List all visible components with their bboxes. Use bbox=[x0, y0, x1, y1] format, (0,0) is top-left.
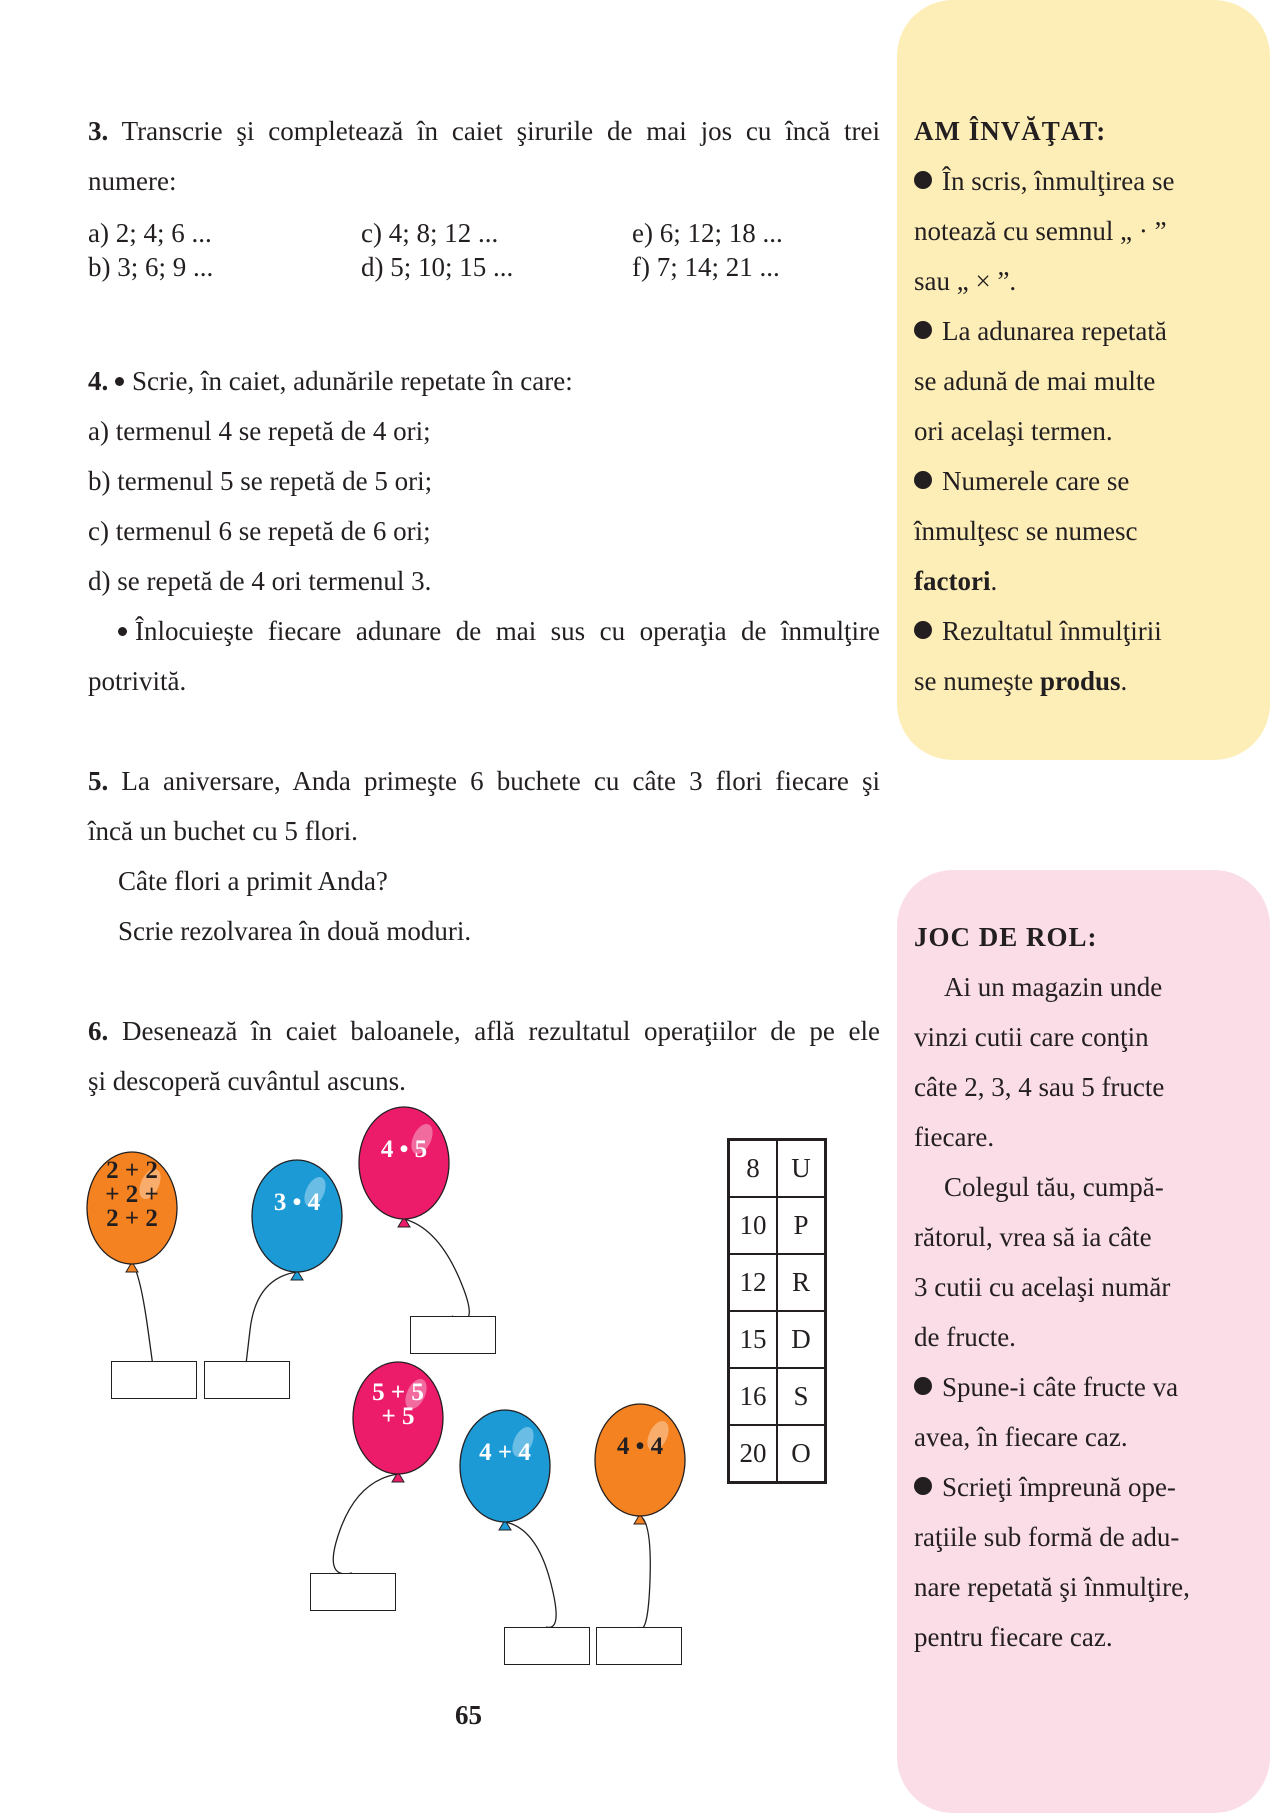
balloon bbox=[87, 1152, 177, 1370]
answer-key-number: 16 bbox=[729, 1368, 778, 1425]
ex3-item-b: b) 3; 6; 9 ... bbox=[88, 252, 214, 282]
balloon-operation: 2 + 2 bbox=[106, 1205, 158, 1232]
ex3-line2: numere: bbox=[88, 166, 177, 196]
answer-key-table bbox=[727, 1138, 827, 1484]
bullet-dot bbox=[914, 1477, 932, 1495]
balloon-operation: + 2 + bbox=[105, 1181, 159, 1208]
balloon-body bbox=[359, 1107, 449, 1219]
balloon-operation: 2 + 2 bbox=[106, 1157, 158, 1184]
answer-key-letter: O bbox=[777, 1425, 826, 1483]
role-line: Colegul tău, cumpă- bbox=[944, 1172, 1164, 1202]
answer-box bbox=[596, 1627, 682, 1665]
balloon-operation: 4 + 4 bbox=[479, 1439, 531, 1466]
ex4-item-c: c) termenul 6 se repetă de 6 ori; bbox=[88, 516, 431, 546]
learned-line: ori acelaşi termen. bbox=[914, 416, 1113, 446]
answer-key-row bbox=[729, 1197, 826, 1254]
balloon bbox=[359, 1107, 469, 1320]
ex3-item-f: f) 7; 14; 21 ... bbox=[632, 252, 780, 282]
balloon-string bbox=[246, 1272, 298, 1367]
role-title: JOC DE ROL: bbox=[914, 922, 1098, 952]
learned-title: AM ÎNVĂŢAT: bbox=[914, 116, 1107, 146]
balloon-body bbox=[460, 1410, 550, 1522]
answer-box bbox=[310, 1573, 396, 1611]
balloon-body bbox=[252, 1160, 342, 1272]
learned-line bbox=[914, 556, 997, 606]
balloon-string bbox=[404, 1219, 469, 1320]
ex5-instruction: Scrie rezolvarea în două moduri. bbox=[118, 916, 472, 946]
answer-box bbox=[204, 1361, 290, 1399]
ex4-item-a: a) termenul 4 se repetă de 4 ori; bbox=[88, 416, 431, 446]
answer-key-row bbox=[729, 1425, 826, 1483]
bullet-dot bbox=[914, 621, 932, 639]
role-line: raţiile sub formă de adu- bbox=[914, 1522, 1180, 1552]
learned-line bbox=[914, 456, 1129, 506]
answer-box bbox=[410, 1316, 496, 1354]
ex6-text: Desenează în caiet baloanele, află rezultatul operaţiilor de pe ele bbox=[121, 1016, 881, 1046]
role-line: pentru fiecare caz. bbox=[914, 1622, 1113, 1652]
answer-key-letter: S bbox=[777, 1368, 826, 1425]
ex3-text: Transcrie şi completează în caiet şirurile de mai jos cu încă trei bbox=[121, 116, 881, 146]
ex6-number: 6. bbox=[88, 1016, 109, 1046]
ex6-line2: şi descoperă cuvântul ascuns. bbox=[88, 1066, 406, 1096]
term-produs: produs bbox=[1039, 666, 1121, 696]
learned-text: . bbox=[1120, 666, 1128, 696]
term-factori: factori bbox=[914, 566, 991, 596]
answer-box bbox=[111, 1361, 197, 1399]
role-line: de fructe. bbox=[914, 1322, 1016, 1352]
role-line: fiecare. bbox=[914, 1122, 995, 1152]
bullet-dot bbox=[914, 471, 932, 489]
balloon-operation: + 5 bbox=[381, 1403, 415, 1430]
answer-key-letter: P bbox=[777, 1197, 826, 1254]
answer-key-row bbox=[729, 1254, 826, 1311]
answer-key-number: 15 bbox=[729, 1311, 778, 1368]
ex3-item-a: a) 2; 4; 6 ... bbox=[88, 218, 212, 248]
learned-text: În scris, înmulţirea se bbox=[942, 166, 1175, 196]
learned-box bbox=[897, 0, 1270, 760]
answer-key-number: 8 bbox=[729, 1140, 778, 1198]
ex4-item-d: d) se repetă de 4 ori termenul 3. bbox=[88, 566, 432, 596]
balloon-operation: 3 • 4 bbox=[273, 1189, 321, 1216]
balloon bbox=[246, 1160, 343, 1367]
answer-key-number: 12 bbox=[729, 1254, 778, 1311]
ex4-number: 4. bbox=[88, 366, 109, 396]
bullet-dot bbox=[914, 321, 932, 339]
balloon-operation: 4 • 5 bbox=[380, 1136, 428, 1163]
role-line: câte 2, 3, 4 sau 5 fructe bbox=[914, 1072, 1165, 1102]
learned-text: Rezultatul înmulţirii bbox=[942, 616, 1162, 646]
role-line bbox=[914, 1462, 1176, 1512]
learned-line bbox=[914, 656, 1127, 706]
ex3-item-d: d) 5; 10; 15 ... bbox=[361, 252, 514, 282]
learned-line: sau „ × ”. bbox=[914, 266, 1017, 296]
role-text: Spune-i câte fructe va bbox=[942, 1372, 1179, 1402]
ex4-replace-line2: potrivită. bbox=[88, 666, 187, 696]
balloon bbox=[460, 1410, 556, 1627]
learned-line bbox=[914, 606, 1162, 656]
role-line: Ai un magazin unde bbox=[944, 972, 1163, 1002]
role-text: Scrieţi împreună ope- bbox=[942, 1472, 1176, 1502]
balloon-string bbox=[333, 1474, 398, 1574]
role-line: avea, în fiecare caz. bbox=[914, 1422, 1128, 1452]
ex4-replace-text: Înlocuieşte fiecare adunare de mai sus cu operaţia de înmulţire bbox=[135, 616, 880, 646]
balloon bbox=[333, 1362, 443, 1574]
ex3-number: 3. bbox=[88, 116, 109, 146]
balloon-body bbox=[595, 1404, 685, 1516]
answer-key-row bbox=[729, 1140, 826, 1198]
ex5-question: Câte flori a primit Anda? bbox=[118, 866, 388, 896]
answer-key-letter: R bbox=[777, 1254, 826, 1311]
ex3-item-c: c) 4; 8; 12 ... bbox=[361, 218, 499, 248]
balloon-string bbox=[505, 1522, 556, 1627]
learned-line bbox=[914, 156, 1174, 206]
answer-key-row bbox=[729, 1311, 826, 1368]
balloon-operation: 4 • 4 bbox=[616, 1433, 664, 1460]
balloon-operation: 5 + 5 bbox=[372, 1379, 424, 1406]
bullet-dot bbox=[914, 171, 932, 189]
learned-line: se adună de mai multe bbox=[914, 366, 1156, 396]
learned-text: Numerele care se bbox=[942, 466, 1130, 496]
role-line: 3 cutii cu acelaşi număr bbox=[914, 1272, 1171, 1302]
ex4-intro-text: Scrie, în caiet, adunările repetate în care: bbox=[132, 366, 573, 396]
ex3-item-e: e) 6; 12; 18 ... bbox=[632, 218, 783, 248]
answer-key-number: 10 bbox=[729, 1197, 778, 1254]
ex5-text: La aniversare, Anda primeşte 6 buchete cu câte 3 flori fiecare şi bbox=[121, 766, 881, 796]
answer-key-letter: D bbox=[777, 1311, 826, 1368]
role-line: vinzi cutii care conţin bbox=[914, 1022, 1149, 1052]
balloon-string bbox=[638, 1516, 650, 1629]
role-play-box bbox=[897, 870, 1270, 1813]
learned-line: notează cu semnul „ · ” bbox=[914, 216, 1167, 246]
bullet-dot bbox=[914, 1377, 932, 1395]
answer-box bbox=[504, 1627, 590, 1665]
role-line: rătorul, vrea să ia câte bbox=[914, 1222, 1152, 1252]
role-line bbox=[914, 1362, 1178, 1412]
learned-line: înmulţesc se numesc bbox=[914, 516, 1138, 546]
answer-key-letter: U bbox=[777, 1140, 826, 1198]
learned-text: . bbox=[990, 566, 998, 596]
learned-text: La adunarea repetată bbox=[942, 316, 1167, 346]
answer-key-number: 20 bbox=[729, 1425, 778, 1483]
learned-line bbox=[914, 306, 1167, 356]
page-number: 65 bbox=[455, 1700, 482, 1730]
learned-text: se numeşte bbox=[914, 666, 1040, 696]
ex4-item-b: b) termenul 5 se repetă de 5 ori; bbox=[88, 466, 433, 496]
ex5-line2: încă un buchet cu 5 flori. bbox=[88, 816, 358, 846]
balloon bbox=[595, 1404, 685, 1629]
balloon-string bbox=[132, 1264, 153, 1370]
role-line: nare repetată şi înmulţire, bbox=[914, 1572, 1190, 1602]
ex5-number: 5. bbox=[88, 766, 109, 796]
answer-key-row bbox=[729, 1368, 826, 1425]
